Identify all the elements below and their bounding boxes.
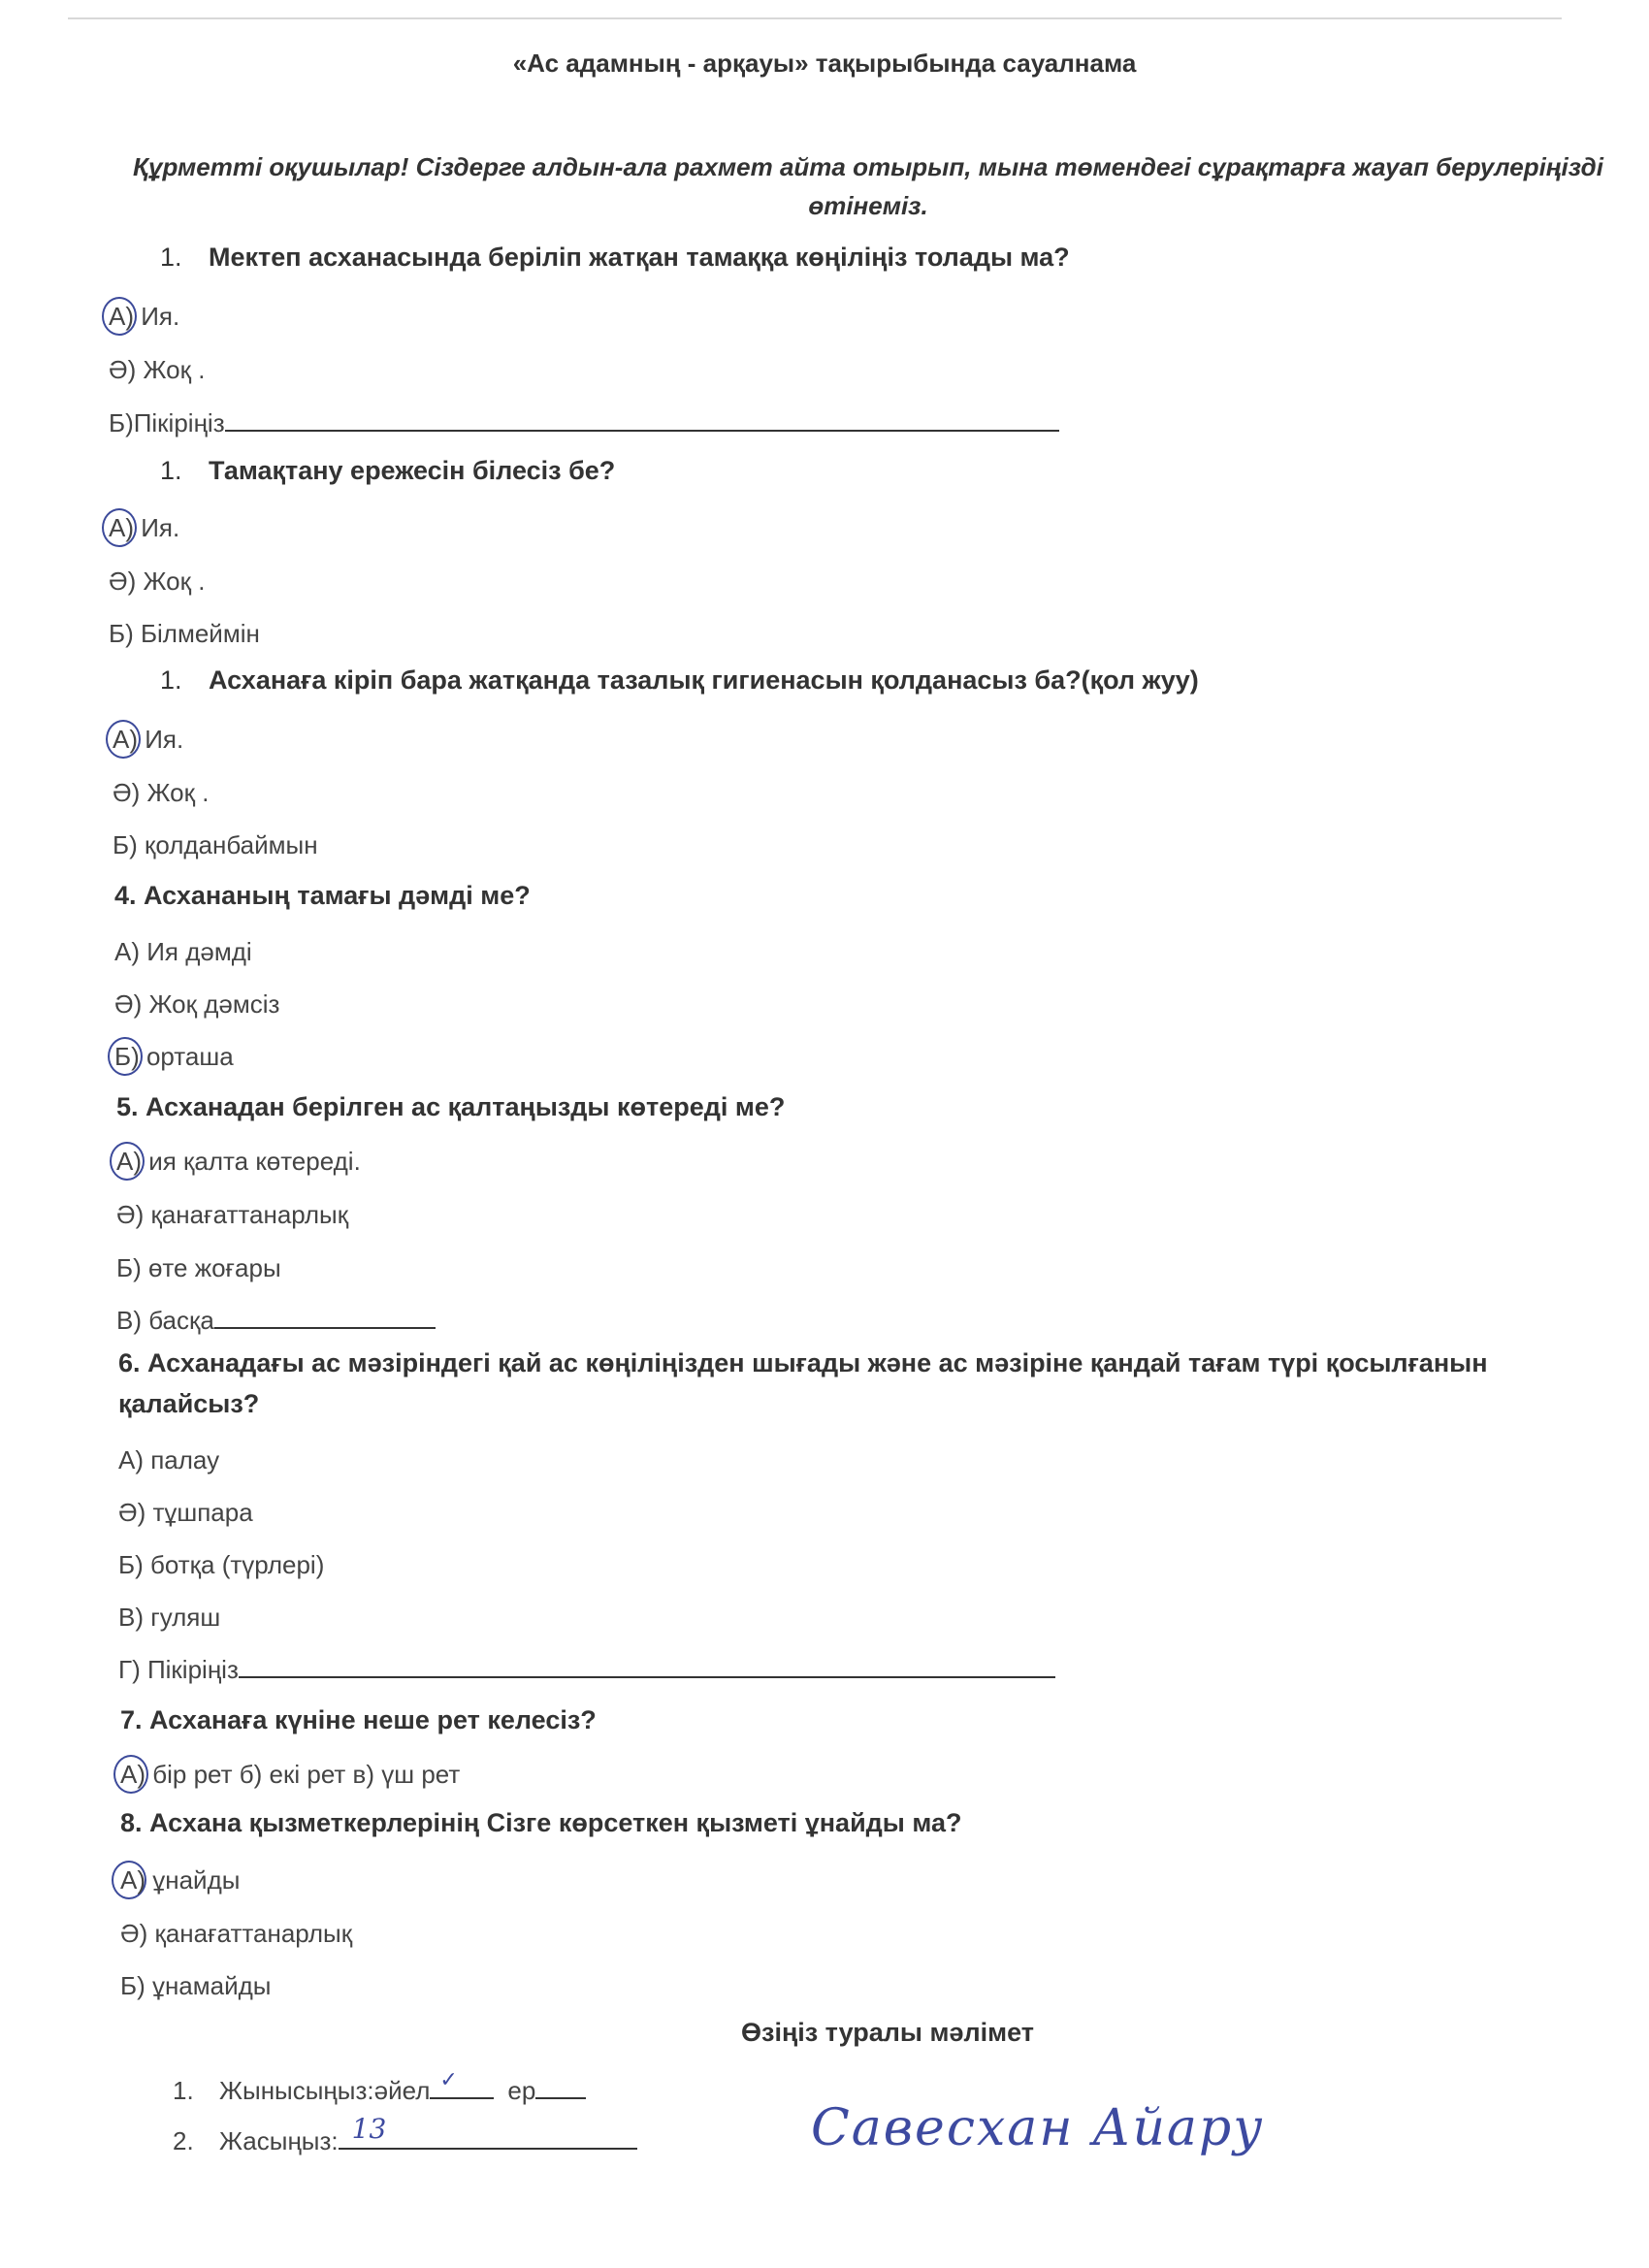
- question-number: 1.: [160, 665, 182, 695]
- q2-option-b[interactable]: Б) Білмеймін: [109, 619, 260, 648]
- gender-field: [173, 2068, 586, 2106]
- question-6: 6. Асханадағы ас мәзіріндегі қай ас көңіліңізден шығады және ас мәзіріне қандай тағам түрі қосылғанын қалайсыз?: [118, 1348, 1488, 1418]
- q5-option-a[interactable]: А) ия қалта көтереді.: [116, 1147, 361, 1176]
- question-5: 5. Асханадан берілген ас қалтаңызды көтереді ме?: [116, 1092, 786, 1121]
- female-answer-line[interactable]: [430, 2068, 494, 2099]
- q6-option-g[interactable]: [118, 1655, 1055, 1685]
- age-answer-line[interactable]: [339, 2113, 637, 2150]
- about-heading: Өзіңіз туралы мәлімет: [741, 2018, 1034, 2047]
- option-label: В) басқа: [116, 1306, 214, 1335]
- question-8: 8. Асхана қызметкерлерінің Сізге көрсеткен қызметі ұнайды ма?: [120, 1808, 962, 1837]
- field-number: 1.: [173, 2076, 194, 2105]
- q5-option-b[interactable]: Б) өте жоғары: [116, 1253, 281, 1282]
- q8-option-ae[interactable]: Ә) қанағаттанарлық: [120, 1919, 353, 1948]
- option-label: Г) Пікіріңіз: [118, 1655, 239, 1684]
- question-1: [160, 243, 1070, 273]
- q4-option-ae[interactable]: Ә) Жоқ дәмсіз: [114, 989, 280, 1019]
- q3-option-b[interactable]: Б) қолданбаймын: [113, 830, 318, 859]
- q6-option-v[interactable]: В) гуляш: [118, 1603, 221, 1632]
- question-text: Тамақтану ережесін білесіз бе?: [209, 456, 616, 485]
- question-text: Асханаға кіріп бара жатқанда тазалық гигиенасын қолданасыз ба?(қол жуу): [209, 665, 1199, 695]
- q7-options[interactable]: А) бір рет б) екі рет в) үш рет: [120, 1760, 461, 1789]
- top-border-line: [68, 17, 1562, 19]
- q3-option-a[interactable]: А) Ия.: [113, 725, 184, 754]
- q8-option-b[interactable]: Б) ұнамайды: [120, 1971, 272, 2000]
- q6-option-a[interactable]: А) палау: [118, 1445, 220, 1474]
- q8-option-a[interactable]: А) ұнайды: [120, 1865, 241, 1895]
- question-number: 1.: [160, 456, 182, 485]
- comment-blank-line[interactable]: [225, 408, 1059, 432]
- age-field: [173, 2113, 637, 2156]
- q2-option-ae[interactable]: Ә) Жоқ .: [109, 567, 206, 596]
- q5-option-v[interactable]: [116, 1306, 436, 1336]
- q4-option-b[interactable]: Б) орташа: [114, 1042, 234, 1071]
- option-label: Б)Пікіріңіз: [109, 408, 225, 437]
- q1-option-b[interactable]: [109, 408, 1059, 438]
- field-number: 2.: [173, 2126, 194, 2155]
- age-value: 13: [351, 2113, 387, 2145]
- question-number: 1.: [160, 243, 182, 272]
- comment-blank-line[interactable]: [239, 1655, 1055, 1678]
- q4-option-a[interactable]: А) Ия дәмді: [114, 937, 252, 966]
- question-3: [160, 665, 1199, 696]
- intro-text: Құрметті оқушылар! Сіздерге алдын-ала рахмет айта отырып, мына төмендегі сұрақтарға жауап берулеріңізді өтінеміз.: [133, 152, 1603, 220]
- check-mark: ✓: [439, 2068, 458, 2092]
- age-label: Жасыңыз:: [219, 2126, 339, 2155]
- handwritten-signature: Савесхан Айару: [811, 2099, 1265, 2157]
- q3-option-ae[interactable]: Ә) Жоқ .: [113, 778, 210, 807]
- q2-option-a[interactable]: А) Ия.: [109, 513, 180, 542]
- male-answer-line[interactable]: [535, 2076, 586, 2099]
- q1-option-ae[interactable]: Ә) Жоқ .: [109, 355, 206, 384]
- q6-option-b[interactable]: Б) ботқа (түрлері): [118, 1550, 325, 1579]
- other-blank-line[interactable]: [214, 1306, 436, 1329]
- document-title: «Ас адамның - арқауы» тақырыбында сауалнама: [512, 49, 1137, 78]
- q6-option-ae[interactable]: Ә) тұшпара: [118, 1498, 253, 1527]
- q5-option-ae[interactable]: Ә) қанағаттанарлық: [116, 1200, 349, 1229]
- male-label: ер: [507, 2076, 536, 2105]
- question-2: [160, 456, 615, 486]
- q1-option-a[interactable]: А) Ия.: [109, 302, 180, 331]
- question-text: Мектеп асханасында беріліп жатқан тамаққа көңіліңіз толады ма?: [209, 243, 1070, 272]
- question-7: 7. Асханаға күніне неше рет келесіз?: [120, 1705, 597, 1734]
- gender-label: Жынысыңыз:әйел: [219, 2076, 431, 2105]
- question-4: 4. Асхананың тамағы дәмді ме?: [114, 881, 531, 910]
